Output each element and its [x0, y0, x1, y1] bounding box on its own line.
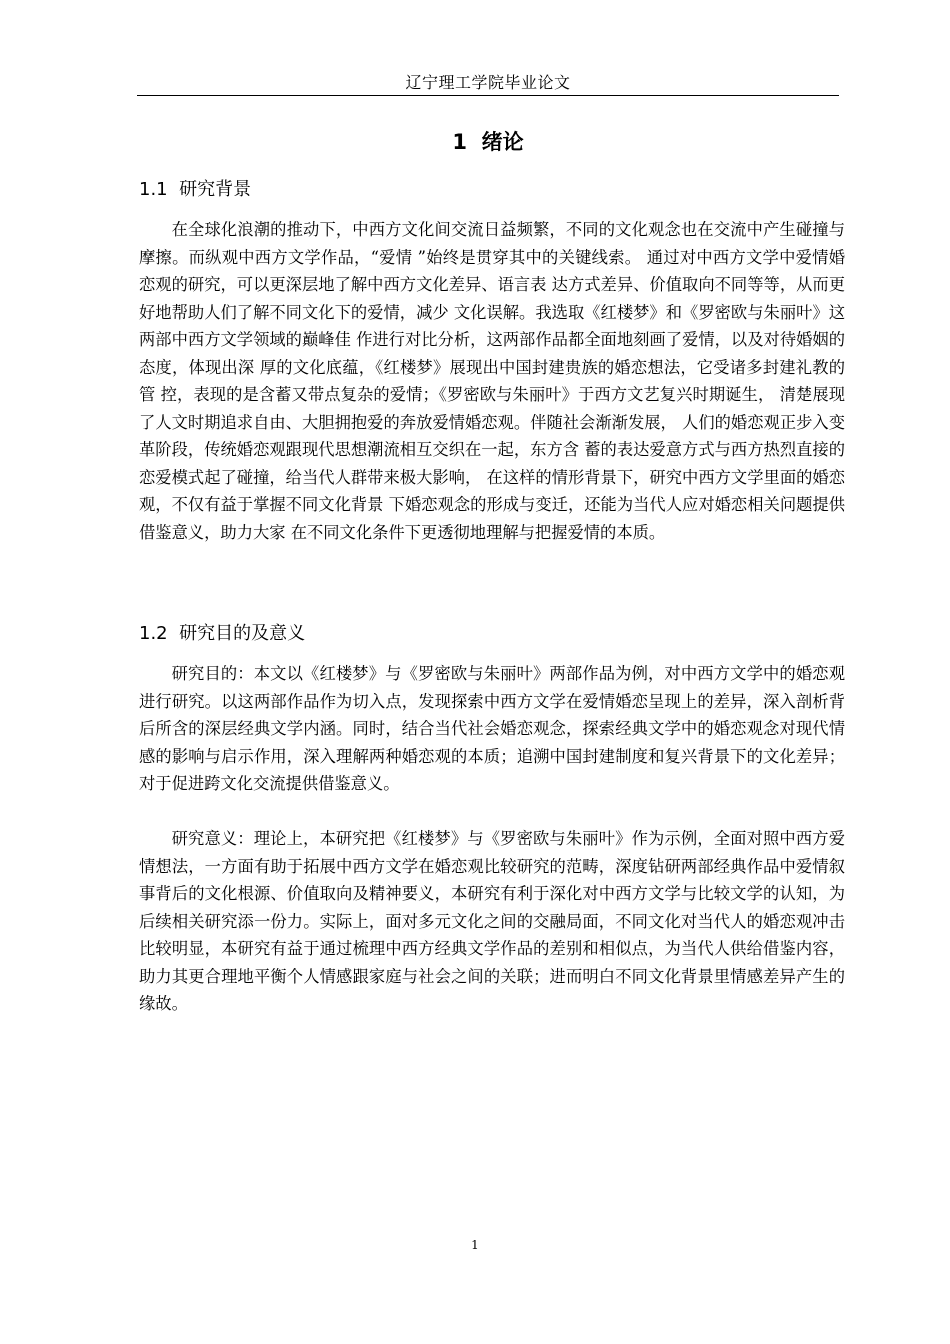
section-heading-1-1	[139, 176, 251, 204]
significance-paragraph: 研究意义：理论上，本研究把《红楼梦》与《罗密欧与朱丽叶》作为示例，全面对照中西方爱情想法，一方面有助于拓展中西方文学在婚恋观比较研究的范畴，深度钻研两部经典作品中爱情叙事背后的文化根源、价值取向及精神要义，本研究有利于深化对中西方文学与比较文学的认知，为后续相关研究添一份力。实际上，面对多元文化之间的交融局面，不同文化对当代人的婚恋观冲击比较明显，本研究有益于通过梳理中西方经典文学作品的差别和相似点，为当代人供给借鉴内容，助力其更合理地平衡个人情感跟家庭与社会之间的关联；进而明白不同文化背景里情感差异产生的缘故。	[139, 829, 845, 1013]
section-heading-1-2	[139, 620, 305, 648]
purpose-paragraph: 研究目的：本文以《红楼梦》与《罗密欧与朱丽叶》两部作品为例，对中西方文学中的婚恋观进行研究。以这两部作品作为切入点，发现探索中西方文学在爱情婚恋呈现上的差异，深入剖析背后所含的深层经典文学内涵。同时，结合当代社会婚恋观念，探索经典文学中的婚恋观念对现代情感的影响与启示作用，深入理解两种婚恋观的本质；追溯中国封建制度和复兴背景下的文化差异；对于促进跨文化交流提供借鉴意义。	[139, 664, 845, 793]
page-number: 1	[471, 1238, 479, 1252]
header-divider	[137, 95, 839, 96]
section-number: 1.1	[139, 179, 168, 200]
section-title-text: 研究背景	[179, 179, 252, 200]
page-header: 辽宁理工学院毕业论文	[405, 73, 571, 92]
section-title-text: 研究目的及意义	[179, 623, 306, 644]
chapter-title	[137, 126, 839, 158]
section-number: 1.2	[139, 623, 168, 644]
background-paragraph: 在全球化浪潮的推动下，中西方文化间交流日益频繁，不同的文化观念也在交流中产生碰撞与摩擦。而纵观中西方文学作品，“爱情 ”始终是贯穿其中的关键线索。 通过对中西方文学中爱情婚恋观的研究，可以更深层地了解中西方文化差异、语言表 达方式差异、价值取向不同等等，从而更好地帮助人们了解不同文化下的爱情，减少 文化误解。我选取《红楼梦》和《罗密欧与朱丽叶》这两部中西方文学领域的巅峰佳 作进行对比分析，这两部作品都全面地刻画了爱情，以及对待婚姻的态度，体现出深 厚的文化底蕴，《红楼梦》展现出中国封建贵族的婚恋想法，它受诸多封建礼教的管 控，表现的是含蓄又带点复杂的爱情；《罗密欧与朱丽叶》于西方文艺复兴时期诞生， 清楚展现了人文时期追求自由、大胆拥抱爱的奔放爱情婚恋观。伴随社会渐渐发展， 人们的婚恋观正步入变革阶段，传统婚恋观跟现代思想潮流相互交织在一起，东方含 蓄的表达爱意方式与西方热烈直接的恋爱模式起了碰撞，给当代人群带来极大影响， 在这样的情形背景下，研究中西方文学里面的婚恋观，不仅有益于掌握不同文化背景 下婚恋观念的形成与变迁，还能为当代人应对婚恋相关问题提供借鉴意义，助力大家 在不同文化条件下更透彻地理解与把握爱情的本质。	[139, 220, 845, 542]
chapter-title-text: 绪论	[481, 130, 524, 154]
chapter-number: 1	[452, 130, 467, 154]
